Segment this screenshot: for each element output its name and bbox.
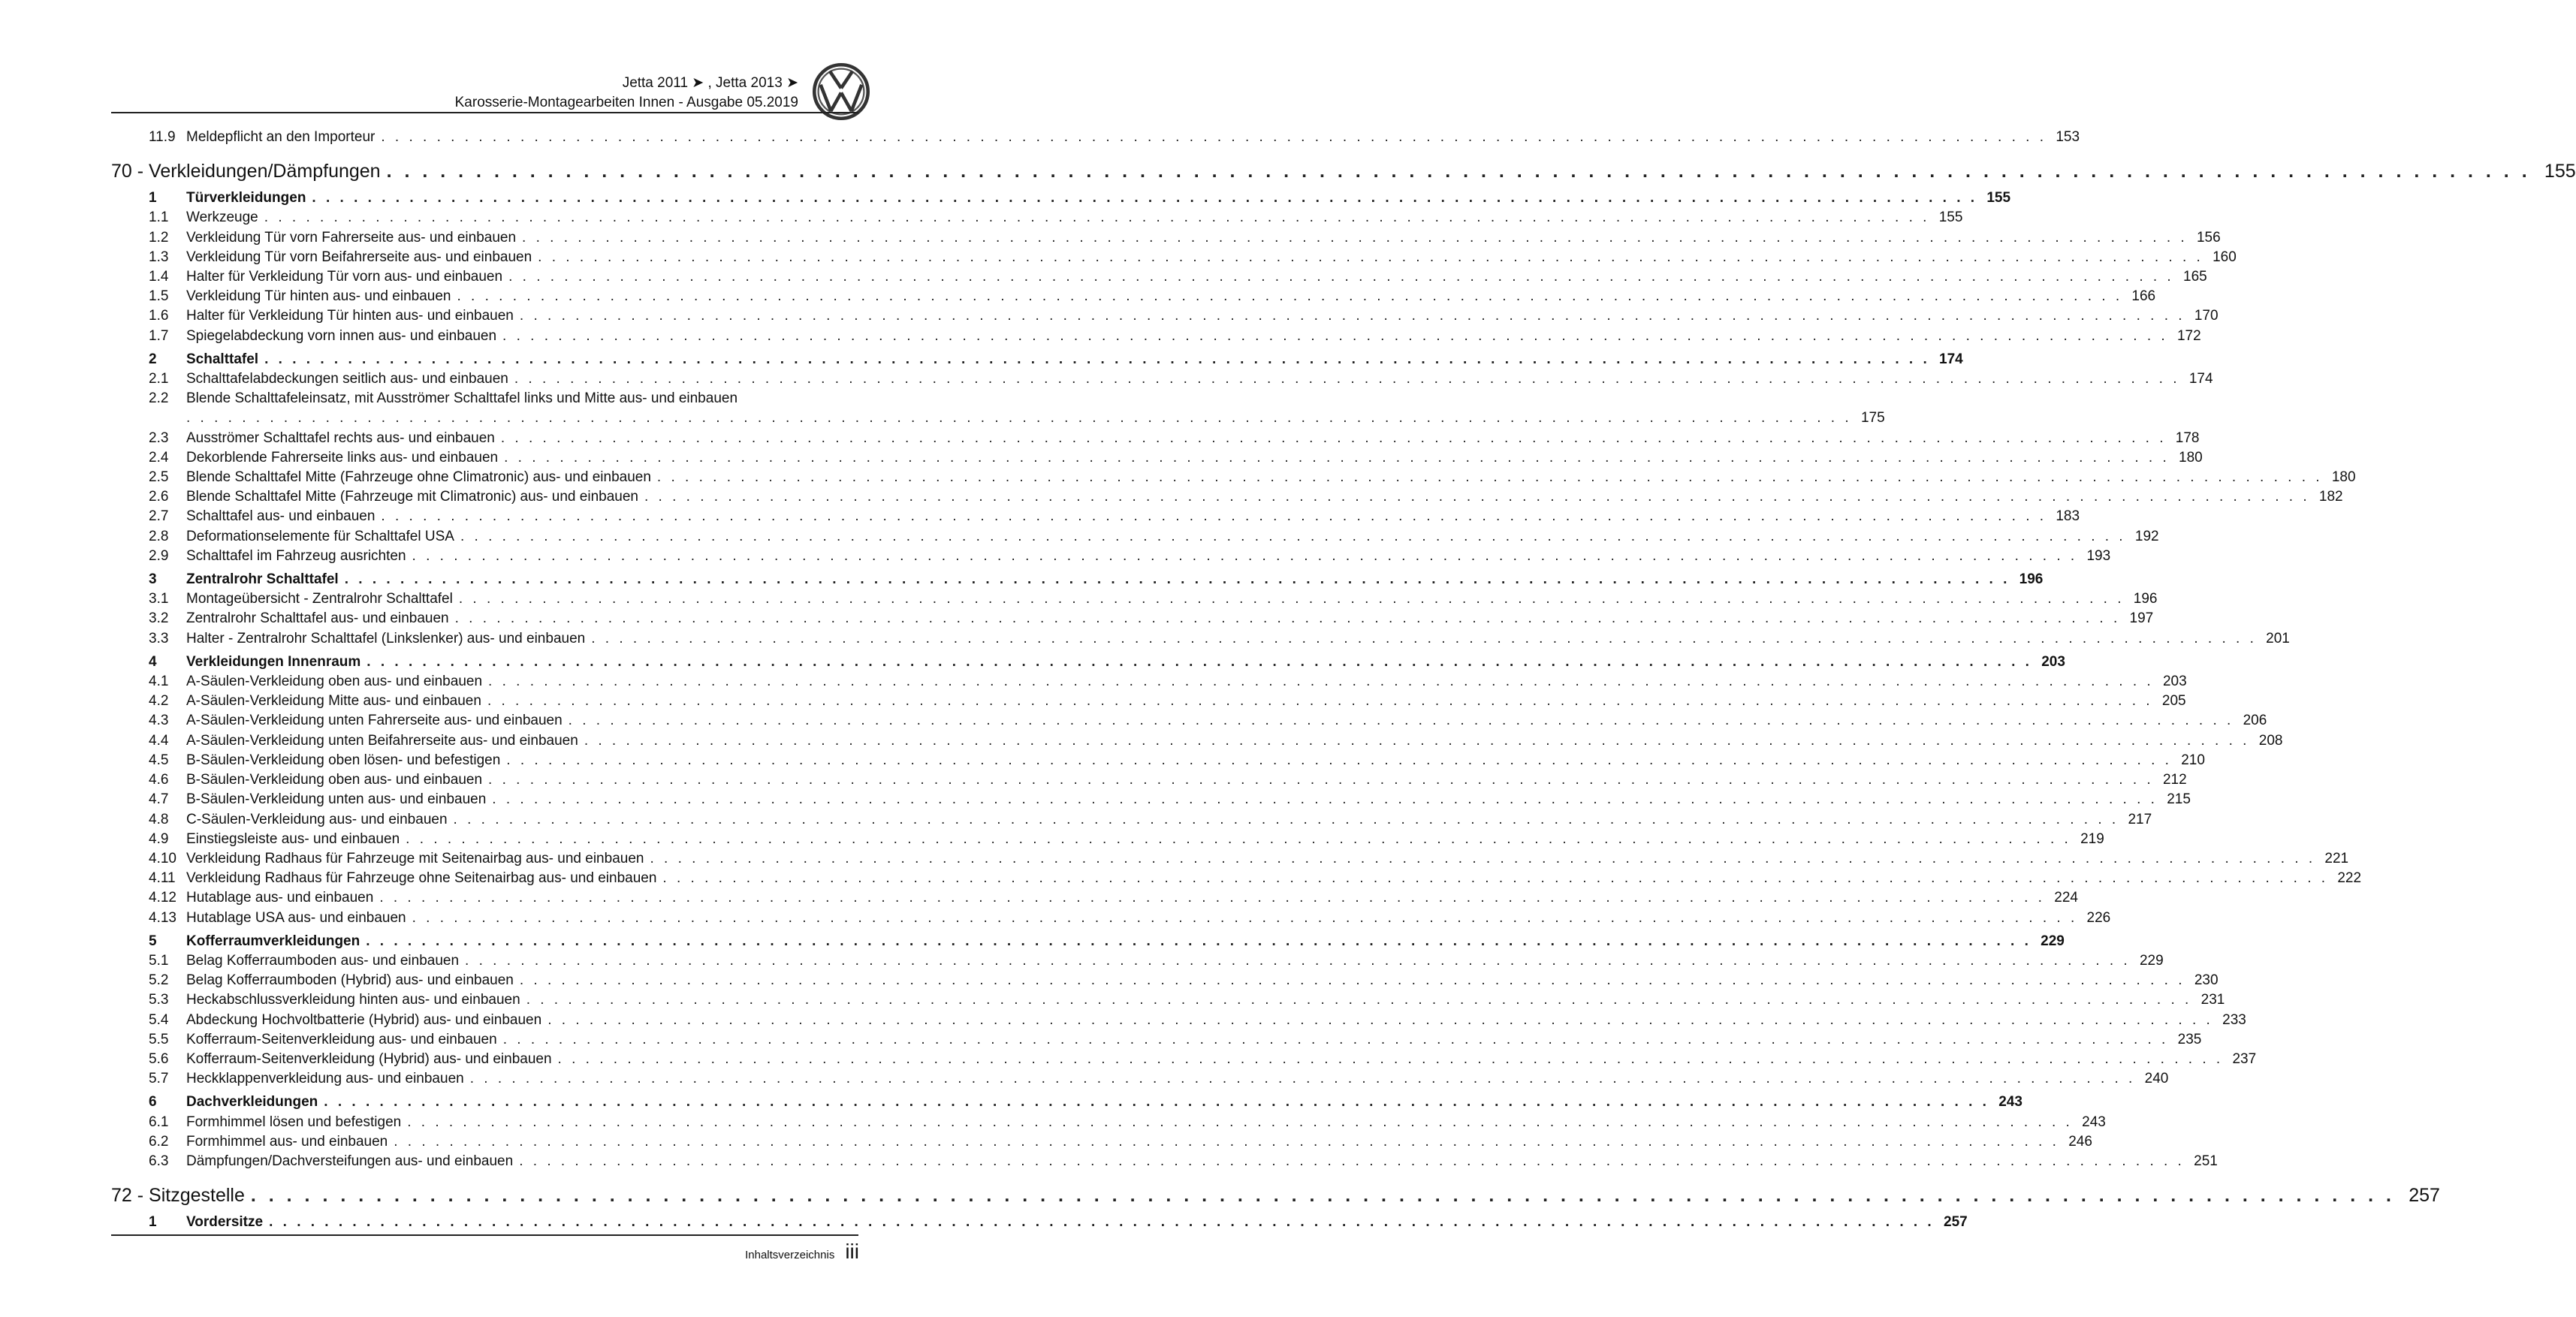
toc-entry-page: 172 xyxy=(2176,327,2201,344)
toc-entry-page: 237 xyxy=(2232,1050,2257,1067)
toc-leader-dots: . . . . . . . . . . . . . . . . . . . . . . . . . . . . . . . . . . . . . . . . . . . . . . . . . . . . . . . . . . . . . . . . . . . . . . . . . . . . . . . . . . . . . . . . . . . . . . . . . . . . . . . . . . . . . . . . . . . . . . . . xyxy=(519,308,2185,324)
toc-entry-title: B-Säulen-Verkleidung oben aus- und einbauen xyxy=(186,772,483,788)
toc-leader-dots: . . . . . . . . . . . . . . . . . . . . . . . . . . . . . . . . . . . . . . . . . . . . . . . . . . . . . . . . . . . . . . . . . . . . . . . . . . . . . . . . . . . . . . . . . . . . . . . . . . . . . . . . . . . . . . . . . . . . . . . . xyxy=(458,591,2125,607)
toc-chapter[interactable] xyxy=(111,158,2576,185)
toc-leader-dots: . . . . . . . . . . . . . . . . . . . . . . . . . . . . . . . . . . . . . . . . . . . . . . . . . . . . . . . . . . . . . . . . . . . . . . . . . . . . . . . . . . . . . . . . . . . . . . . . . . . . . . . . . . . . . . . . . . . . . . . . xyxy=(264,351,1930,367)
toc-entry-number: 2.9 xyxy=(149,547,169,564)
toc-leader-dots: . . . . . . . . . . . . . . . . . . . . . . . . . . . . . . . . . . . . . . . . . . . . . . . . . . . . . . . . . . . . . . . . . . . . . . . . . . . . . . . . . . . . . . . . . . . . . . . . . . . . . . . . . . . . . . . . . . . . . . . . xyxy=(526,992,2192,1008)
toc-leader-dots: . . . . . . . . . . . . . . . . . . . . . . . . . . . . . . . . . . . . . . . . . . . . . . . . . . . . . . . . . . . . . . . . . . . . . . . . . . . . . . . . . . . . . . . . . . . . . . . . . . . . . . . . . . . . . . . . . . . . . . . . xyxy=(269,1214,1935,1231)
toc-entry[interactable] xyxy=(111,1152,2218,1171)
toc-entry-page: 155 xyxy=(1986,190,2011,206)
toc-entry-number: 4.11 xyxy=(149,870,176,887)
toc-entry-page: 233 xyxy=(2222,1011,2246,1028)
toc-leader-dots: . . . . . . . . . . . . . . . . . . . . . . . . . . . . . . . . . . . . . . . . . . . . . . . . . . . . . . . . . . . . . . . . . . . . . . . . . . . . . . . . . . . . . . . . . . . . . . . . . . . . . . . . . . . . . . . . . . . . . . . . xyxy=(519,1153,2185,1169)
toc-entry-number: 1.5 xyxy=(149,288,169,305)
toc-entry-title: 70 - Verkleidungen/Dämpfungen xyxy=(111,161,381,182)
toc-entry-number: 6 xyxy=(149,1094,157,1111)
toc-entry-title: Schalttafel xyxy=(186,351,259,367)
toc-entry[interactable] xyxy=(111,990,2225,1010)
toc-entry-number: 4.12 xyxy=(149,890,176,906)
toc-entry[interactable] xyxy=(111,1132,2092,1152)
toc-entry-page: 230 xyxy=(2194,972,2219,989)
header-model-line: Jetta 2011 ➤ , Jetta 2013 ➤ xyxy=(622,75,798,91)
toc-entry-number: 5.7 xyxy=(149,1071,169,1087)
toc-entry-page: 153 xyxy=(2056,129,2080,145)
toc-entry[interactable] xyxy=(111,810,2152,830)
toc-entry-page: 156 xyxy=(2196,229,2221,246)
footer-page-number: iii xyxy=(845,1240,859,1263)
toc-entry-page: 210 xyxy=(2181,752,2205,768)
toc-entry-title: Verkleidungen Innenraum xyxy=(186,653,361,670)
toc-entry[interactable] xyxy=(111,869,2362,888)
toc-entry-number: 2.3 xyxy=(149,429,169,446)
toc-entry-title: Verkleidung Tür hinten aus- und einbauen xyxy=(186,288,451,305)
toc-entry[interactable] xyxy=(111,711,2267,731)
toc-entry-title: Blende Schalttafeleinsatz, mit Ausströmer Schalttafel links und Mitte aus- und einbauen xyxy=(186,390,738,407)
toc-entry[interactable] xyxy=(111,731,2283,751)
toc-entry-number: 5.1 xyxy=(149,952,169,969)
toc-section[interactable] xyxy=(111,932,2065,951)
toc-entry-page: 212 xyxy=(2162,772,2187,788)
toc-entry-number: 2 xyxy=(149,351,157,367)
toc-chapter[interactable] xyxy=(111,1182,2440,1209)
toc-entry-number: 2.1 xyxy=(149,371,169,387)
toc-entry[interactable] xyxy=(111,672,2187,692)
toc-entry-number: 5 xyxy=(149,933,157,949)
toc-entry[interactable] xyxy=(111,429,2200,448)
toc-leader-dots: . . . . . . . . . . . . . . . . . . . . . . . . . . . . . . . . . . . . . . . . . . . . . . . . . . . . . . . . . . . . . . . . . . . . . . . . . . . . . . . . . . . . . . . . . . . . . . . . . . . . . . . . . . . . . . . . . . . . . . . . xyxy=(488,772,2154,788)
footer-label: Inhaltsverzeichnis xyxy=(745,1249,835,1261)
toc-entry-title: Blende Schalttafel Mitte (Fahrzeuge mit Climatronic) aus- und einbauen xyxy=(186,489,638,505)
toc-entry-page: 155 xyxy=(1938,209,1963,226)
toc-entry[interactable] xyxy=(111,1069,2169,1089)
toc-entry-title: Montageübersicht - Zentralrohr Schalttafel xyxy=(186,591,453,607)
toc-leader-dots: . . . . . . . . . . . . . . . . . . . . . . . . . . . . . . . . . . . . . . . . . . . . . . . . . . . . . . . . . . . . . . . . . . . . . . . . . . . . . . . . . . . . . . . . . . . . . . . . . . . . . . . . . . . . . . . . . . . . . . . . xyxy=(500,429,2167,446)
toc-entry-title: Kofferraum-Seitenverkleidung (Hybrid) aus- und einbauen xyxy=(186,1050,552,1067)
toc-entry-number: 6.3 xyxy=(149,1153,169,1169)
toc-entry-number: 1 xyxy=(149,1214,157,1231)
toc-entry-title: Werkzeuge xyxy=(186,209,258,226)
toc-entry-title: Dachverkleidungen xyxy=(186,1094,318,1111)
toc-entry-title: B-Säulen-Verkleidung unten aus- und einbauen xyxy=(186,791,487,808)
toc-entry-page: 166 xyxy=(2131,288,2156,305)
toc-leader-dots: . . . . . . . . . . . . . . . . . . . . . . . . . . . . . . . . . . . . . . . . . . . . . . . . . . . . . . . . . . . . . . . . . . . . . . . . . . . . . . . . . . . . . . . . . . . . . . . . . . . . . . . . . . . . . . . . . . . . . . . . xyxy=(454,610,2121,627)
toc-leader-dots: . . . . . . . . . . . . . . . . . . . . . . . . . . . . . . . . . . . . . . . . . . . . . . . . . . . . . . . . . . . . . . . . . . . . . . . . . . . . . . . . . . . . . . . . . . . . . . . . . . . . . . . . . . . . . . . . . . . . . . . . xyxy=(386,161,2531,182)
toc-entry-page: 229 xyxy=(2041,933,2065,949)
toc-leader-dots: . . . . . . . . . . . . . . . . . . . . . . . . . . . . . . . . . . . . . . . . . . . . . . . . . . . . . . . . . . . . . . . . . . . . . . . . . . . . . . . . . . . . . . . . . . . . . . . . . . . . . . . . . . . . . . . . . . . . . . . . xyxy=(366,933,2032,949)
toc-entry-page: 192 xyxy=(2134,528,2159,544)
toc-entry-page: 174 xyxy=(1939,351,1963,367)
toc-entry[interactable] xyxy=(111,790,2191,809)
toc-entry-title: Schalttafel aus- und einbauen xyxy=(186,508,376,525)
toc-entry-page: 257 xyxy=(1944,1214,1968,1231)
toc-leader-dots: . . . . . . . . . . . . . . . . . . . . . . . . . . . . . . . . . . . . . . . . . . . . . . . . . . . . . . . . . . . . . . . . . . . . . . . . . . . . . . . . . . . . . . . . . . . . . . . . . . . . . . . . . . . . . . . . . . . . . . . . xyxy=(508,269,2174,285)
toc-leader-dots: . . . . . . . . . . . . . . . . . . . . . . . . . . . . . . . . . . . . . . . . . . . . . . . . . . . . . . . . . . . . . . . . . . . . . . . . . . . . . . . . . . . . . . . . . . . . . . . . . . . . . . . . . . . . . . . . . . . . . . . . xyxy=(644,489,2310,505)
header-manual-title: Karosserie-Montagearbeiten Innen - Ausgabe 05.2019 xyxy=(454,95,798,110)
toc-leader-dots: . . . . . . . . . . . . . . . . . . . . . . . . . . . . . . . . . . . . . . . . . . . . . . . . . . . . . . . . . . . . . . . . . . . . . . . . . . . . . . . . . . . . . . . . . . . . . . . . . . . . . . . . . . . . . . . . . . . . . . . . xyxy=(453,811,2119,827)
toc-entry-title: Dämpfungen/Dachversteifungen aus- und einbauen xyxy=(186,1153,514,1169)
toc-leader-dots: . . . . . . . . . . . . . . . . . . . . . . . . . . . . . . . . . . . . . . . . . . . . . . . . . . . . . . . . . . . . . . . . . . . . . . . . . . . . . . . . . . . . . . . . . . . . . . . . . . . . . . . . . . . . . . . . . . . . . . . . xyxy=(406,830,2071,847)
toc-entry-page: 243 xyxy=(1998,1094,2022,1111)
toc-entry[interactable] xyxy=(111,507,2080,526)
toc-entry-number: 4.3 xyxy=(149,713,169,729)
toc-entry-title: Verkleidung Radhaus für Fahrzeuge ohne Seitenairbag aus- und einbauen xyxy=(186,870,657,887)
toc-entry-page: 203 xyxy=(2162,674,2187,690)
toc-entry-number: 4.5 xyxy=(149,752,169,768)
footer-rule xyxy=(111,1234,858,1236)
toc-entry[interactable] xyxy=(111,751,2205,770)
toc-entry-number: 2.7 xyxy=(149,508,169,525)
toc-entry-title: Formhimmel lösen und befestigen xyxy=(186,1114,402,1130)
toc-entry-page: 180 xyxy=(2179,449,2203,466)
toc-entry-page: 155 xyxy=(2544,161,2576,182)
toc-leader-dots: . . . . . . . . . . . . . . . . . . . . . . . . . . . . . . . . . . . . . . . . . . . . . . . . . . . . . . . . . . . . . . . . . . . . . . . . . . . . . . . . . . . . . . . . . . . . . . . . . . . . . . . . . . . . . . . . . . . . . . . . xyxy=(186,410,1852,426)
toc-entry[interactable] xyxy=(111,327,2201,346)
toc-leader-dots: . . . . . . . . . . . . . . . . . . . . . . . . . . . . . . . . . . . . . . . . . . . . . . . . . . . . . . . . . . . . . . . . . . . . . . . . . . . . . . . . . . . . . . . . . . . . . . . . . . . . . . . . . . . . . . . . . . . . . . . . xyxy=(522,229,2188,246)
toc-section[interactable] xyxy=(111,1092,2022,1112)
toc-entry-number: 5.5 xyxy=(149,1031,169,1047)
toc-entry[interactable] xyxy=(111,1030,2202,1050)
toc-section[interactable] xyxy=(111,1213,1968,1232)
toc-entry-page: 208 xyxy=(2258,732,2283,749)
toc-entry-leader-line xyxy=(186,408,1885,428)
toc-entry-title: Verkleidung Radhaus für Fahrzeuge mit Seitenairbag aus- und einbauen xyxy=(186,850,644,866)
toc-leader-dots: . . . . . . . . . . . . . . . . . . . . . . . . . . . . . . . . . . . . . . . . . . . . . . . . . . . . . . . . . . . . . . . . . . . . . . . . . . . . . . . . . . . . . . . . . . . . . . . . . . . . . . . . . . . . . . . . . . . . . . . . xyxy=(568,713,2234,729)
toc-entry[interactable] xyxy=(111,468,2356,487)
toc-leader-dots: . . . . . . . . . . . . . . . . . . . . . . . . . . . . . . . . . . . . . . . . . . . . . . . . . . . . . . . . . . . . . . . . . . . . . . . . . . . . . . . . . . . . . . . . . . . . . . . . . . . . . . . . . . . . . . . . . . . . . . . . xyxy=(538,249,2203,265)
toc-entry-page: 205 xyxy=(2161,693,2186,710)
toc-leader-dots: . . . . . . . . . . . . . . . . . . . . . . . . . . . . . . . . . . . . . . . . . . . . . . . . . . . . . . . . . . . . . . . . . . . . . . . . . . . . . . . . . . . . . . . . . . . . . . . . . . . . . . . . . . . . . . . . . . . . . . . . xyxy=(379,890,2045,906)
toc-entry[interactable] xyxy=(111,267,2207,287)
toc-entry-number: 1 xyxy=(149,190,157,206)
toc-entry[interactable] xyxy=(111,1011,2246,1030)
toc-entry-title: C-Säulen-Verkleidung aus- und einbauen xyxy=(186,811,448,827)
toc-section[interactable] xyxy=(111,570,2044,589)
toc-entry-page: 251 xyxy=(2194,1153,2218,1169)
toc-entry-page: 180 xyxy=(2331,469,2356,486)
toc-entry-title: Türverkleidungen xyxy=(186,190,306,206)
toc-entry-title: B-Säulen-Verkleidung oben lösen- und befestigen xyxy=(186,752,501,768)
toc-entry[interactable] xyxy=(111,547,2111,566)
toc-entry-page: 193 xyxy=(2086,547,2111,564)
toc-entry-title: Ausströmer Schalttafel rechts aus- und einbauen xyxy=(186,429,495,446)
page-footer xyxy=(745,1240,859,1264)
toc-entry-title: Heckabschlussverkleidung hinten aus- und einbauen xyxy=(186,992,520,1008)
toc-entry-title: Halter für Verkleidung Tür hinten aus- und einbauen xyxy=(186,308,514,324)
toc-entry-number: 2.5 xyxy=(149,469,169,486)
toc-entry-page: 257 xyxy=(2409,1185,2440,1207)
table-of-contents xyxy=(111,128,2576,1232)
toc-entry-page: 197 xyxy=(2129,610,2154,627)
toc-entry-number: 5.2 xyxy=(149,972,169,989)
toc-entry-number: 1.1 xyxy=(149,209,169,226)
toc-entry-title: A-Säulen-Verkleidung unten Fahrerseite aus- und einbauen xyxy=(186,713,563,729)
toc-leader-dots: . . . . . . . . . . . . . . . . . . . . . . . . . . . . . . . . . . . . . . . . . . . . . . . . . . . . . . . . . . . . . . . . . . . . . . . . . . . . . . . . . . . . . . . . . . . . . . . . . . . . . . . . . . . . . . . . . . . . . . . . xyxy=(502,1031,2169,1047)
toc-entry-number: 4.1 xyxy=(149,674,169,690)
toc-leader-dots: . . . . . . . . . . . . . . . . . . . . . . . . . . . . . . . . . . . . . . . . . . . . . . . . . . . . . . . . . . . . . . . . . . . . . . . . . . . . . . . . . . . . . . . . . . . . . . . . . . . . . . . . . . . . . . . . . . . . . . . . xyxy=(457,288,2123,305)
toc-entry-number: 1.2 xyxy=(149,229,169,246)
toc-entry-number: 3.3 xyxy=(149,630,169,646)
toc-entry[interactable] xyxy=(111,1050,2257,1069)
toc-leader-dots: . . . . . . . . . . . . . . . . . . . . . . . . . . . . . . . . . . . . . . . . . . . . . . . . . . . . . . . . . . . . . . . . . . . . . . . . . . . . . . . . . . . . . . . . . . . . . . . . . . . . . . . . . . . . . . . . . . . . . . . . xyxy=(407,1114,2073,1130)
toc-entry[interactable] xyxy=(111,228,2221,248)
toc-entry-page: 217 xyxy=(2128,811,2152,827)
toc-entry[interactable] xyxy=(111,306,2219,326)
toc-leader-dots: . . . . . . . . . . . . . . . . . . . . . . . . . . . . . . . . . . . . . . . . . . . . . . . . . . . . . . . . . . . . . . . . . . . . . . . . . . . . . . . . . . . . . . . . . . . . . . . . . . . . . . . . . . . . . . . . . . . . . . . . xyxy=(412,909,2078,926)
toc-entry-title: Blende Schalttafel Mitte (Fahrzeuge ohne Climatronic) aus- und einbauen xyxy=(186,469,651,486)
toc-entry-title: Vordersitze xyxy=(186,1214,264,1231)
toc-entry-number: 4.6 xyxy=(149,772,169,788)
toc-leader-dots: . . . . . . . . . . . . . . . . . . . . . . . . . . . . . . . . . . . . . . . . . . . . . . . . . . . . . . . . . . . . . . . . . . . . . . . . . . . . . . . . . . . . . . . . . . . . . . . . . . . . . . . . . . . . . . . . . . . . . . . . xyxy=(504,449,2170,466)
toc-section[interactable] xyxy=(111,350,1963,369)
toc-entry-number: 4.7 xyxy=(149,791,169,808)
toc-entry-page: 160 xyxy=(2213,249,2237,265)
toc-entry-page: 206 xyxy=(2243,713,2267,729)
toc-leader-dots: . . . . . . . . . . . . . . . . . . . . . . . . . . . . . . . . . . . . . . . . . . . . . . . . . . . . . . . . . . . . . . . . . . . . . . . . . . . . . . . . . . . . . . . . . . . . . . . . . . . . . . . . . . . . . . . . . . . . . . . . xyxy=(514,371,2180,387)
toc-entry-title: Hutablage aus- und einbauen xyxy=(186,890,374,906)
header-rule xyxy=(111,112,858,113)
toc-entry[interactable] xyxy=(111,448,2203,468)
toc-entry-title: Meldepflicht an den Importeur xyxy=(186,129,376,145)
toc-entry-page: 201 xyxy=(2266,630,2290,646)
toc-entry-number: 5.3 xyxy=(149,992,169,1008)
toc-entry-number: 4.9 xyxy=(149,830,169,847)
toc-leader-dots: . . . . . . . . . . . . . . . . . . . . . . . . . . . . . . . . . . . . . . . . . . . . . . . . . . . . . . . . . . . . . . . . . . . . . . . . . . . . . . . . . . . . . . . . . . . . . . . . . . . . . . . . . . . . . . . . . . . . . . . . xyxy=(312,190,1978,206)
toc-section[interactable] xyxy=(111,188,2011,208)
toc-leader-dots: . . . . . . . . . . . . . . . . . . . . . . . . . . . . . . . . . . . . . . . . . . . . . . . . . . . . . . . . . . . . . . . . . . . . . . . . . . . . . . . . . . . . . . . . . . . . . . . . . . . . . . . . . . . . . . . . . . . . . . . . xyxy=(656,469,2323,486)
toc-entry-page: 178 xyxy=(2175,429,2200,446)
toc-entry-page: 229 xyxy=(2139,952,2164,969)
toc-entry[interactable] xyxy=(111,951,2164,971)
toc-entry-number: 3 xyxy=(149,571,157,588)
toc-entry-page: 224 xyxy=(2054,890,2078,906)
toc-leader-dots: . . . . . . . . . . . . . . . . . . . . . . . . . . . . . . . . . . . . . . . . . . . . . . . . . . . . . . . . . . . . . . . . . . . . . . . . . . . . . . . . . . . . . . . . . . . . . . . . . . . . . . . . . . . . . . . . . . . . . . . . xyxy=(506,752,2172,768)
toc-leader-dots: . . . . . . . . . . . . . . . . . . . . . . . . . . . . . . . . . . . . . . . . . . . . . . . . . . . . . . . . . . . . . . . . . . . . . . . . . . . . . . . . . . . . . . . . . . . . . . . . . . . . . . . . . . . . . . . . . . . . . . . . xyxy=(460,528,2126,544)
toc-entry[interactable] xyxy=(111,487,2343,507)
toc-entry-title: Zentralrohr Schalttafel xyxy=(186,571,339,588)
page-header xyxy=(111,74,798,113)
toc-entry-number: 2.6 xyxy=(149,489,169,505)
toc-entry-page: 226 xyxy=(2086,909,2111,926)
toc-entry[interactable] xyxy=(111,888,2078,908)
toc-entry-title: Verkleidung Tür vorn Fahrerseite aus- und einbauen xyxy=(186,229,517,246)
toc-entry-number: 2.4 xyxy=(149,449,169,466)
toc-entry[interactable] xyxy=(111,389,1885,428)
toc-entry-page: 246 xyxy=(2068,1133,2092,1150)
toc-entry-page: 243 xyxy=(2082,1114,2106,1130)
toc-leader-dots: . . . . . . . . . . . . . . . . . . . . . . . . . . . . . . . . . . . . . . . . . . . . . . . . . . . . . . . . . . . . . . . . . . . . . . . . . . . . . . . . . . . . . . . . . . . . . . . . . . . . . . . . . . . . . . . . . . . . . . . . xyxy=(344,571,2010,588)
toc-entry-title: Halter für Verkleidung Tür vorn aus- und einbauen xyxy=(186,269,503,285)
toc-entry-number: 4.8 xyxy=(149,811,169,827)
toc-entry-body xyxy=(186,389,1885,428)
toc-leader-dots: . . . . . . . . . . . . . . . . . . . . . . . . . . . . . . . . . . . . . . . . . . . . . . . . . . . . . . . . . . . . . . . . . . . . . . . . . . . . . . . . . . . . . . . . . . . . . . . . . . . . . . . . . . . . . . . . . . . . . . . . xyxy=(469,1071,2136,1087)
toc-entry[interactable] xyxy=(111,128,2080,147)
toc-entry-number: 4.4 xyxy=(149,732,169,749)
toc-entry-title: Dekorblende Fahrerseite links aus- und einbauen xyxy=(186,449,499,466)
toc-leader-dots: . . . . . . . . . . . . . . . . . . . . . . . . . . . . . . . . . . . . . . . . . . . . . . . . . . . . . . . . . . . . . . . . . . . . . . . . . . . . . . . . . . . . . . . . . . . . . . . . . . . . . . . . . . . . . . . . . . . . . . . . xyxy=(465,952,2131,969)
toc-leader-dots: . . . . . . . . . . . . . . . . . . . . . . . . . . . . . . . . . . . . . . . . . . . . . . . . . . . . . . . . . . . . . . . . . . . . . . . . . . . . . . . . . . . . . . . . . . . . . . . . . . . . . . . . . . . . . . . . . . . . . . . . xyxy=(547,1011,2213,1028)
toc-entry-title: Belag Kofferraumboden (Hybrid) aus- und einbauen xyxy=(186,972,514,989)
toc-entry-number: 4.2 xyxy=(149,693,169,710)
toc-leader-dots: . . . . . . . . . . . . . . . . . . . . . . . . . . . . . . . . . . . . . . . . . . . . . . . . . . . . . . . . . . . . . . . . . . . . . . . . . . . . . . . . . . . . . . . . . . . . . . . . . . . . . . . . . . . . . . . . . . . . . . . . xyxy=(412,547,2078,564)
toc-entry-title: Halter - Zentralrohr Schalttafel (Linkslenker) aus- und einbauen xyxy=(186,630,586,646)
toc-leader-dots: . . . . . . . . . . . . . . . . . . . . . . . . . . . . . . . . . . . . . . . . . . . . . . . . . . . . . . . . . . . . . . . . . . . . . . . . . . . . . . . . . . . . . . . . . . . . . . . . . . . . . . . . . . . . . . . . . . . . . . . . xyxy=(487,693,2153,710)
toc-entry[interactable] xyxy=(111,830,2104,849)
toc-entry-number: 11.9 xyxy=(149,129,176,145)
toc-entry[interactable] xyxy=(111,369,2213,389)
toc-entry-number: 1.3 xyxy=(149,249,169,265)
toc-entry[interactable] xyxy=(111,1113,2106,1132)
toc-leader-dots: . . . . . . . . . . . . . . . . . . . . . . . . . . . . . . . . . . . . . . . . . . . . . . . . . . . . . . . . . . . . . . . . . . . . . . . . . . . . . . . . . . . . . . . . . . . . . . . . . . . . . . . . . . . . . . . . . . . . . . . . xyxy=(381,508,2047,525)
toc-entry[interactable] xyxy=(111,609,2154,628)
toc-entry-number: 1.6 xyxy=(149,308,169,324)
toc-entry[interactable] xyxy=(111,692,2186,711)
toc-leader-dots: . . . . . . . . . . . . . . . . . . . . . . . . . . . . . . . . . . . . . . . . . . . . . . . . . . . . . . . . . . . . . . . . . . . . . . . . . . . . . . . . . . . . . . . . . . . . . . . . . . . . . . . . . . . . . . . . . . . . . . . . xyxy=(591,630,2257,646)
toc-entry-title: A-Säulen-Verkleidung Mitte aus- und einbauen xyxy=(186,693,481,710)
toc-entry-page: 170 xyxy=(2194,308,2219,324)
toc-entry-number: 2.8 xyxy=(149,528,169,544)
toc-entry-page: 215 xyxy=(2167,791,2191,808)
toc-leader-dots: . . . . . . . . . . . . . . . . . . . . . . . . . . . . . . . . . . . . . . . . . . . . . . . . . . . . . . . . . . . . . . . . . . . . . . . . . . . . . . . . . . . . . . . . . . . . . . . . . . . . . . . . . . . . . . . . . . . . . . . . xyxy=(584,732,2250,749)
toc-entry-number: 3.2 xyxy=(149,610,169,627)
toc-entry-number: 2.2 xyxy=(149,390,169,407)
toc-entry[interactable] xyxy=(111,849,2349,869)
toc-entry-page: 175 xyxy=(1860,410,1885,426)
toc-entry-title: Kofferraumverkleidungen xyxy=(186,933,360,949)
toc-entry-title: Spiegelabdeckung vorn innen aus- und einbauen xyxy=(186,327,497,344)
toc-leader-dots: . . . . . . . . . . . . . . . . . . . . . . . . . . . . . . . . . . . . . . . . . . . . . . . . . . . . . . . . . . . . . . . . . . . . . . . . . . . . . . . . . . . . . . . . . . . . . . . . . . . . . . . . . . . . . . . . . . . . . . . . xyxy=(381,129,2047,145)
toc-entry-number: 3.1 xyxy=(149,591,169,607)
toc-entry-page: 203 xyxy=(2041,653,2065,670)
toc-entry-number: 4.13 xyxy=(149,909,176,926)
toc-entry-title: A-Säulen-Verkleidung unten Beifahrerseite aus- und einbauen xyxy=(186,732,578,749)
toc-entry-title: Schalttafelabdeckungen seitlich aus- und einbauen xyxy=(186,371,508,387)
toc-entry-title: A-Säulen-Verkleidung oben aus- und einbauen xyxy=(186,674,483,690)
toc-entry-number: 1.7 xyxy=(149,327,169,344)
toc-entry[interactable] xyxy=(111,770,2187,790)
toc-entry-number: 4 xyxy=(149,653,157,670)
toc-entry-title: Abdeckung Hochvoltbatterie (Hybrid) aus- und einbauen xyxy=(186,1011,542,1028)
toc-leader-dots: . . . . . . . . . . . . . . . . . . . . . . . . . . . . . . . . . . . . . . . . . . . . . . . . . . . . . . . . . . . . . . . . . . . . . . . . . . . . . . . . . . . . . . . . . . . . . . . . . . . . . . . . . . . . . . . . . . . . . . . . xyxy=(366,653,2032,670)
toc-leader-dots: . . . . . . . . . . . . . . . . . . . . . . . . . . . . . . . . . . . . . . . . . . . . . . . . . . . . . . . . . . . . . . . . . . . . . . . . . . . . . . . . . . . . . . . . . . . . . . . . . . . . . . . . . . . . . . . . . . . . . . . . xyxy=(502,327,2168,344)
toc-entry-title: Heckklappenverkleidung aus- und einbauen xyxy=(186,1071,464,1087)
toc-leader-dots: . . . . . . . . . . . . . . . . . . . . . . . . . . . . . . . . . . . . . . . . . . . . . . . . . . . . . . . . . . . . . . . . . . . . . . . . . . . . . . . . . . . . . . . . . . . . . . . . . . . . . . . . . . . . . . . . . . . . . . . . xyxy=(519,972,2185,989)
toc-entry[interactable] xyxy=(111,527,2159,547)
toc-entry-number: 5.4 xyxy=(149,1011,169,1028)
toc-entry-title: 72 - Sitzgestelle xyxy=(111,1185,245,1207)
toc-entry[interactable] xyxy=(111,248,2237,267)
toc-entry[interactable] xyxy=(111,208,1963,228)
toc-entry[interactable] xyxy=(111,287,2156,306)
toc-entry-title: Belag Kofferraumboden aus- und einbauen xyxy=(186,952,460,969)
toc-entry[interactable] xyxy=(111,971,2219,990)
toc-leader-dots: . . . . . . . . . . . . . . . . . . . . . . . . . . . . . . . . . . . . . . . . . . . . . . . . . . . . . . . . . . . . . . . . . . . . . . . . . . . . . . . . . . . . . . . . . . . . . . . . . . . . . . . . . . . . . . . . . . . . . . . . xyxy=(394,1133,2059,1150)
toc-entry-title: Kofferraum-Seitenverkleidung aus- und einbauen xyxy=(186,1031,497,1047)
toc-entry-page: 183 xyxy=(2056,508,2080,525)
toc-entry-title: Hutablage USA aus- und einbauen xyxy=(186,909,406,926)
toc-entry-number: 5.6 xyxy=(149,1050,169,1067)
toc-entry-page: 196 xyxy=(2019,571,2044,588)
toc-entry-page: 231 xyxy=(2200,992,2225,1008)
toc-entry[interactable] xyxy=(111,589,2158,609)
toc-entry-page: 219 xyxy=(2080,830,2104,847)
toc-entry-number: 6.2 xyxy=(149,1133,169,1150)
toc-entry-title: Zentralrohr Schalttafel aus- und einbauen xyxy=(186,610,449,627)
toc-entry-page: 221 xyxy=(2324,850,2349,866)
toc-entry-number: 6.1 xyxy=(149,1114,169,1130)
toc-leader-dots: . . . . . . . . . . . . . . . . . . . . . . . . . . . . . . . . . . . . . . . . . . . . . . . . . . . . . . . . . . . . . . . . . . . . . . . . . . . . . . . . . . . . . . . . . . . . . . . . . . . . . . . . . . . . . . . . . . . . . . . . xyxy=(492,791,2158,808)
toc-entry-number: 4.10 xyxy=(149,850,176,866)
toc-entry-title: Formhimmel aus- und einbauen xyxy=(186,1133,388,1150)
toc-entry-title: Schalttafel im Fahrzeug ausrichten xyxy=(186,547,406,564)
toc-leader-dots: . . . . . . . . . . . . . . . . . . . . . . . . . . . . . . . . . . . . . . . . . . . . . . . . . . . . . . . . . . . . . . . . . . . . . . . . . . . . . . . . . . . . . . . . . . . . . . . . . . . . . . . . . . . . . . . . . . . . . . . . xyxy=(488,674,2154,690)
toc-entry-page: 165 xyxy=(2183,269,2207,285)
toc-entry-page: 222 xyxy=(2337,870,2362,887)
toc-leader-dots: . . . . . . . . . . . . . . . . . . . . . . . . . . . . . . . . . . . . . . . . . . . . . . . . . . . . . . . . . . . . . . . . . . . . . . . . . . . . . . . . . . . . . . . . . . . . . . . . . . . . . . . . . . . . . . . . . . . . . . . . xyxy=(264,209,1930,226)
toc-section[interactable] xyxy=(111,652,2065,672)
toc-leader-dots: . . . . . . . . . . . . . . . . . . . . . . . . . . . . . . . . . . . . . . . . . . . . . . . . . . . . . . . . . . . . . . . . . . . . . . . . . . . . . . . . . . . . . . . . . . . . . . . . . . . . . . . . . . . . . . . . . . . . . . . . xyxy=(650,850,2316,866)
toc-leader-dots: . . . . . . . . . . . . . . . . . . . . . . . . . . . . . . . . . . . . . . . . . . . . . . . . . . . . . . . . . . . . . . . . . . . . . . . . . . . . . . . . . . . . . . . . . . . . . . . . . . . . . . . . . . . . . . . . . . . . . . . . xyxy=(324,1094,1989,1111)
toc-entry-page: 182 xyxy=(2318,489,2343,505)
toc-entry-title: Deformationselemente für Schalttafel USA xyxy=(186,528,454,544)
toc-entry-page: 174 xyxy=(2188,371,2213,387)
toc-entry-number: 1.4 xyxy=(149,269,169,285)
toc-entry-title: Einstiegsleiste aus- und einbauen xyxy=(186,830,400,847)
toc-entry[interactable] xyxy=(111,909,2111,928)
toc-leader-dots: . . . . . . . . . . . . . . . . . . . . . . . . . . . . . . . . . . . . . . . . . . . . . . . . . . . . . . . . . . . . . . . . . . . . . . . . . . . . . . . . . . . . . . . . . . . . . . . . . . . . . . . . . . . . . . . . . . . . . . . . xyxy=(662,870,2329,887)
toc-entry[interactable] xyxy=(111,629,2290,649)
toc-entry-page: 240 xyxy=(2144,1071,2169,1087)
toc-entry-page: 235 xyxy=(2177,1031,2202,1047)
toc-leader-dots: . . . . . . . . . . . . . . . . . . . . . . . . . . . . . . . . . . . . . . . . . . . . . . . . . . . . . . . . . . . . . . . . . . . . . . . . . . . . . . . . . . . . . . . . . . . . . . . . . . . . . . . . . . . . . . . . . . . . . . . . xyxy=(557,1050,2224,1067)
toc-entry-title: Verkleidung Tür vorn Beifahrerseite aus- und einbauen xyxy=(186,249,532,265)
toc-leader-dots: . . . . . . . . . . . . . . . . . . . . . . . . . . . . . . . . . . . . . . . . . . . . . . . . . . . . . . . . . . . . . . . . . . . . . . . . . . . . . . . . . . . . . . . . . . . . . . . . . . . . . . . . . . . . . . . . . . . . . . . . xyxy=(250,1185,2395,1207)
toc-entry-page: 196 xyxy=(2133,591,2158,607)
